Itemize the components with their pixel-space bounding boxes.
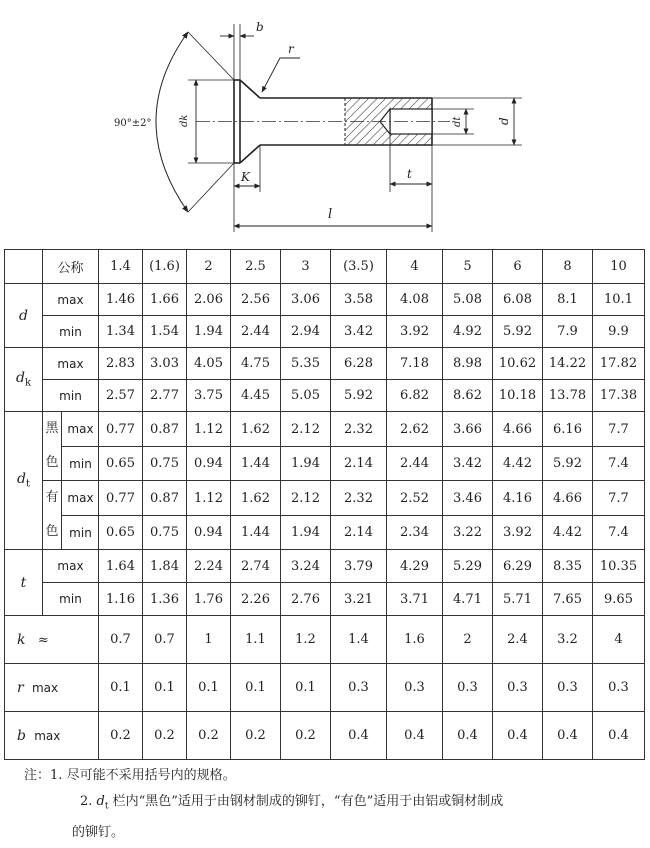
- value-cell: 1.94: [187, 316, 231, 348]
- value-cell: 2: [443, 616, 493, 664]
- value-cell: 4.08: [387, 284, 443, 316]
- value-cell: 0.65: [99, 447, 143, 481]
- value-cell: 2.14: [331, 516, 387, 550]
- value-cell: 4.42: [493, 447, 543, 481]
- value-cell: 9.65: [593, 583, 645, 616]
- value-cell: 2.12: [281, 412, 331, 447]
- value-cell: 0.1: [187, 664, 231, 712]
- value-cell: 0.4: [593, 712, 645, 760]
- header-corner: [5, 250, 43, 284]
- value-cell: 0.77: [99, 412, 143, 447]
- b-label: b max: [5, 712, 99, 760]
- value-cell: 0.7: [143, 616, 187, 664]
- value-cell: 1.34: [99, 316, 143, 348]
- label-r: r: [288, 42, 294, 56]
- value-cell: 0.94: [187, 447, 231, 481]
- value-cell: 2.83: [99, 348, 143, 380]
- value-cell: 4.16: [493, 481, 543, 516]
- value-cell: 0.2: [231, 712, 281, 760]
- label-l: l: [328, 207, 333, 222]
- size-cell: 10: [593, 250, 645, 284]
- dt-color-max-row: [5, 481, 645, 516]
- dt-symbol: $d_t$: [5, 412, 43, 550]
- value-cell: 0.87: [143, 481, 187, 516]
- value-cell: 2.44: [387, 447, 443, 481]
- value-cell: 2.74: [231, 550, 281, 583]
- dt-black-min-row: [5, 447, 645, 481]
- dt-color-label: 有色: [43, 481, 62, 549]
- row-qualifier: max: [43, 284, 99, 316]
- value-cell: 3.06: [281, 284, 331, 316]
- header-row: [5, 250, 645, 284]
- value-cell: 2.32: [331, 481, 387, 516]
- value-cell: 1.62: [231, 412, 281, 447]
- value-cell: 10.62: [493, 348, 543, 380]
- value-cell: 0.94: [187, 516, 231, 550]
- value-cell: 0.3: [593, 664, 645, 712]
- value-cell: 6.29: [493, 550, 543, 583]
- row-qualifier: max: [43, 348, 99, 380]
- value-cell: 1.46: [99, 284, 143, 316]
- value-cell: 3.79: [331, 550, 387, 583]
- value-cell: 1.76: [187, 583, 231, 616]
- value-cell: 5.08: [443, 284, 493, 316]
- size-cell: (1.6): [143, 250, 187, 284]
- value-cell: 0.1: [99, 664, 143, 712]
- value-cell: 7.4: [593, 516, 645, 550]
- size-cell: 5: [443, 250, 493, 284]
- value-cell: 7.18: [387, 348, 443, 380]
- value-cell: 0.3: [443, 664, 493, 712]
- value-cell: 0.75: [143, 447, 187, 481]
- value-cell: 6.08: [493, 284, 543, 316]
- value-cell: 2.06: [187, 284, 231, 316]
- value-cell: 3.03: [143, 348, 187, 380]
- label-dk: dk: [179, 114, 190, 127]
- value-cell: 10.1: [593, 284, 645, 316]
- label-d: d: [497, 117, 511, 125]
- row-qualifier: max: [67, 422, 94, 436]
- row-qualifier: min: [43, 447, 99, 481]
- value-cell: 1.2: [281, 616, 331, 664]
- value-cell: 4.92: [443, 316, 493, 348]
- value-cell: 2.57: [99, 380, 143, 412]
- value-cell: 2.76: [281, 583, 331, 616]
- value-cell: 4.42: [543, 516, 593, 550]
- value-cell: 8.98: [443, 348, 493, 380]
- dt-black-label: 黑色: [43, 412, 62, 480]
- value-cell: 2.94: [281, 316, 331, 348]
- dt-color-min-row: [5, 516, 645, 550]
- label-dt: dt: [452, 116, 463, 127]
- value-cell: 0.3: [543, 664, 593, 712]
- value-cell: 14.22: [543, 348, 593, 380]
- value-cell: 2.4: [493, 616, 543, 664]
- k-row: [5, 616, 645, 664]
- value-cell: 4.05: [187, 348, 231, 380]
- value-cell: 9.9: [593, 316, 645, 348]
- value-cell: 7.4: [593, 447, 645, 481]
- value-cell: 6.16: [543, 412, 593, 447]
- value-cell: 7.65: [543, 583, 593, 616]
- t-symbol: t: [5, 550, 43, 616]
- value-cell: 0.1: [143, 664, 187, 712]
- size-cell: 6: [493, 250, 543, 284]
- label-angle: 90°±2°: [114, 118, 152, 129]
- dk-max-row: [5, 348, 645, 380]
- value-cell: 2.24: [187, 550, 231, 583]
- value-cell: 0.1: [281, 664, 331, 712]
- value-cell: 3.92: [493, 516, 543, 550]
- value-cell: 0.2: [187, 712, 231, 760]
- value-cell: 0.87: [143, 412, 187, 447]
- value-cell: 8.62: [443, 380, 493, 412]
- value-cell: 5.92: [543, 447, 593, 481]
- value-cell: 4.66: [543, 481, 593, 516]
- value-cell: 7.7: [593, 412, 645, 447]
- value-cell: 0.4: [493, 712, 543, 760]
- value-cell: 1.6: [387, 616, 443, 664]
- value-cell: 17.38: [593, 380, 645, 412]
- value-cell: 0.3: [331, 664, 387, 712]
- row-qualifier: min: [43, 316, 99, 348]
- size-cell: 3: [281, 250, 331, 284]
- d-symbol: d: [5, 284, 43, 348]
- value-cell: 0.77: [99, 481, 143, 516]
- value-cell: 5.92: [331, 380, 387, 412]
- value-cell: 3.22: [443, 516, 493, 550]
- notes: [24, 763, 634, 846]
- value-cell: 1.12: [187, 481, 231, 516]
- dt-black-max-row: [5, 412, 645, 447]
- value-cell: 1.1: [231, 616, 281, 664]
- value-cell: 2.14: [331, 447, 387, 481]
- value-cell: 4.29: [387, 550, 443, 583]
- value-cell: 0.3: [493, 664, 543, 712]
- row-qualifier: max: [67, 491, 94, 505]
- value-cell: 13.78: [543, 380, 593, 412]
- value-cell: 2.52: [387, 481, 443, 516]
- value-cell: 1.94: [281, 516, 331, 550]
- value-cell: 3.2: [543, 616, 593, 664]
- value-cell: 3.21: [331, 583, 387, 616]
- size-cell: 2: [187, 250, 231, 284]
- value-cell: 17.82: [593, 348, 645, 380]
- header-label: 公称: [43, 250, 99, 284]
- value-cell: 2.62: [387, 412, 443, 447]
- note-2-continued: 的铆钉。: [72, 824, 125, 840]
- rivet-drawing: [0, 0, 650, 248]
- size-cell: 1.4: [99, 250, 143, 284]
- value-cell: 3.71: [387, 583, 443, 616]
- row-qualifier: min: [43, 380, 99, 412]
- value-cell: 1.62: [231, 481, 281, 516]
- row-qualifier: min: [43, 583, 99, 616]
- note-2: 2. $d_t$ 栏内“黑色”适用于由钢材制成的铆钉，“有色”适用于由铝或铜材制成: [80, 794, 504, 812]
- dk-min-row: [5, 380, 645, 412]
- value-cell: 0.65: [99, 516, 143, 550]
- value-cell: 0.4: [387, 712, 443, 760]
- value-cell: 1.84: [143, 550, 187, 583]
- value-cell: 1.4: [331, 616, 387, 664]
- value-cell: 0.2: [281, 712, 331, 760]
- t-max-row: [5, 550, 645, 583]
- value-cell: 5.35: [281, 348, 331, 380]
- value-cell: 1.44: [231, 516, 281, 550]
- value-cell: 3.24: [281, 550, 331, 583]
- label-b: b: [256, 20, 264, 34]
- value-cell: 0.4: [443, 712, 493, 760]
- spec-table: [4, 249, 645, 760]
- label-t: t: [407, 167, 412, 181]
- value-cell: 1.94: [281, 447, 331, 481]
- value-cell: 0.75: [143, 516, 187, 550]
- value-cell: 6.82: [387, 380, 443, 412]
- value-cell: 4: [593, 616, 645, 664]
- value-cell: 2.56: [231, 284, 281, 316]
- value-cell: 6.28: [331, 348, 387, 380]
- d-min-row: [5, 316, 645, 348]
- value-cell: 10.35: [593, 550, 645, 583]
- value-cell: 3.92: [387, 316, 443, 348]
- value-cell: 0.2: [99, 712, 143, 760]
- value-cell: 3.75: [187, 380, 231, 412]
- value-cell: 0.2: [143, 712, 187, 760]
- r-leader: [262, 58, 300, 92]
- value-cell: 7.9: [543, 316, 593, 348]
- r-label: r max: [5, 664, 99, 712]
- row-qualifier: min: [43, 516, 99, 550]
- size-cell: 2.5: [231, 250, 281, 284]
- value-cell: 3.42: [331, 316, 387, 348]
- value-cell: 3.42: [443, 447, 493, 481]
- value-cell: 2.34: [387, 516, 443, 550]
- value-cell: 3.66: [443, 412, 493, 447]
- value-cell: 2.77: [143, 380, 187, 412]
- value-cell: 1.16: [99, 583, 143, 616]
- label-k: K: [241, 170, 250, 184]
- value-cell: 5.05: [281, 380, 331, 412]
- value-cell: 5.71: [493, 583, 543, 616]
- value-cell: 1.12: [187, 412, 231, 447]
- size-cell: 4: [387, 250, 443, 284]
- d-max-row: [5, 284, 645, 316]
- value-cell: 3.46: [443, 481, 493, 516]
- value-cell: 1.64: [99, 550, 143, 583]
- value-cell: 4.71: [443, 583, 493, 616]
- value-cell: 1.54: [143, 316, 187, 348]
- value-cell: 5.92: [493, 316, 543, 348]
- t-min-row: [5, 583, 645, 616]
- value-cell: 2.44: [231, 316, 281, 348]
- dk-symbol: $d_k$: [5, 348, 43, 412]
- b-row: [5, 712, 645, 760]
- value-cell: 0.3: [387, 664, 443, 712]
- value-cell: 2.12: [281, 481, 331, 516]
- row-qualifier: max: [43, 550, 99, 583]
- value-cell: 2.32: [331, 412, 387, 447]
- value-cell: 1: [187, 616, 231, 664]
- value-cell: 0.7: [99, 616, 143, 664]
- value-cell: 0.4: [543, 712, 593, 760]
- size-cell: 8: [543, 250, 593, 284]
- value-cell: 1.66: [143, 284, 187, 316]
- value-cell: 8.1: [543, 284, 593, 316]
- r-row: [5, 664, 645, 712]
- value-cell: 7.7: [593, 481, 645, 516]
- value-cell: 0.4: [331, 712, 387, 760]
- value-cell: 4.45: [231, 380, 281, 412]
- value-cell: 10.18: [493, 380, 543, 412]
- value-cell: 8.35: [543, 550, 593, 583]
- value-cell: 4.66: [493, 412, 543, 447]
- value-cell: 5.29: [443, 550, 493, 583]
- size-cell: (3.5): [331, 250, 387, 284]
- value-cell: 0.1: [231, 664, 281, 712]
- value-cell: 3.58: [331, 284, 387, 316]
- k-label: k ≈: [5, 616, 99, 664]
- value-cell: 1.44: [231, 447, 281, 481]
- value-cell: 4.75: [231, 348, 281, 380]
- value-cell: 1.36: [143, 583, 187, 616]
- value-cell: 2.26: [231, 583, 281, 616]
- note-1: 注：1. 尽可能不采用括号内的规格。: [24, 768, 236, 783]
